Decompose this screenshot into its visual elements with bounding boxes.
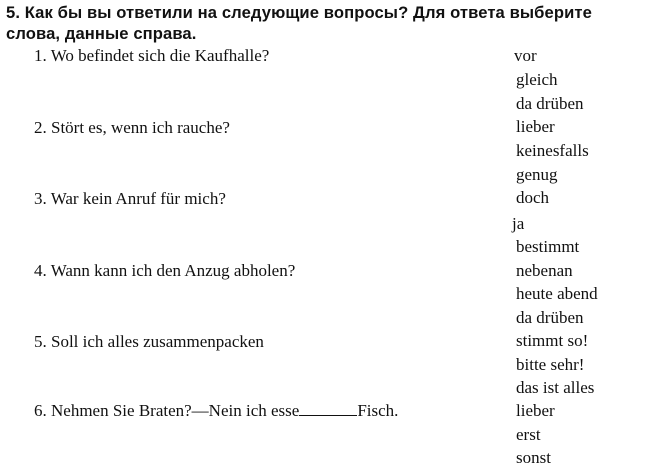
heading-line-1: 5. Как бы вы ответили на следующие вопросы? Для ответа выберите: [6, 3, 592, 22]
option-keinesfalls: keinesfalls: [516, 141, 589, 160]
question-5: 5. Soll ich alles zusammenpacken: [34, 332, 264, 351]
option-stimmt-so: stimmt so!: [516, 331, 589, 350]
option-da-drueben-2: da drüben: [516, 308, 584, 327]
heading-line-2: слова, данные справа.: [6, 24, 197, 43]
question-6: [34, 401, 398, 421]
option-ja: ja: [512, 214, 525, 233]
option-bitte-sehr: bitte sehr!: [516, 355, 585, 374]
question-6-end: Fisch.: [357, 401, 399, 420]
option-da-drueben: da drüben: [516, 94, 584, 113]
question-4: 4. Wann kann ich den Anzug abholen?: [34, 261, 296, 280]
question-2: 2. Stört es, wenn ich rauche?: [34, 118, 230, 137]
question-6-start: 6. Nehmen Sie Braten?—Nein ich esse: [34, 401, 300, 420]
option-nebenan: nebenan: [516, 261, 573, 280]
option-gleich: gleich: [516, 70, 558, 89]
option-heute-abend: heute abend: [516, 284, 598, 303]
option-sonst: sonst: [516, 448, 551, 467]
option-doch: doch: [516, 188, 550, 207]
option-erst: erst: [516, 425, 541, 444]
option-lieber: lieber: [516, 117, 555, 136]
option-bestimmt: bestimmt: [516, 237, 580, 256]
option-vor: vor: [514, 46, 537, 65]
question-1: 1. Wo befindet sich die Kaufhalle?: [34, 46, 270, 65]
option-genug: genug: [516, 165, 558, 184]
answer-blank: [299, 401, 357, 416]
exercise-heading: [6, 2, 656, 44]
option-lieber-2: lieber: [516, 401, 555, 420]
option-das-ist-alles: das ist alles: [516, 378, 595, 397]
question-3: 3. War kein Anruf für mich?: [34, 189, 226, 208]
